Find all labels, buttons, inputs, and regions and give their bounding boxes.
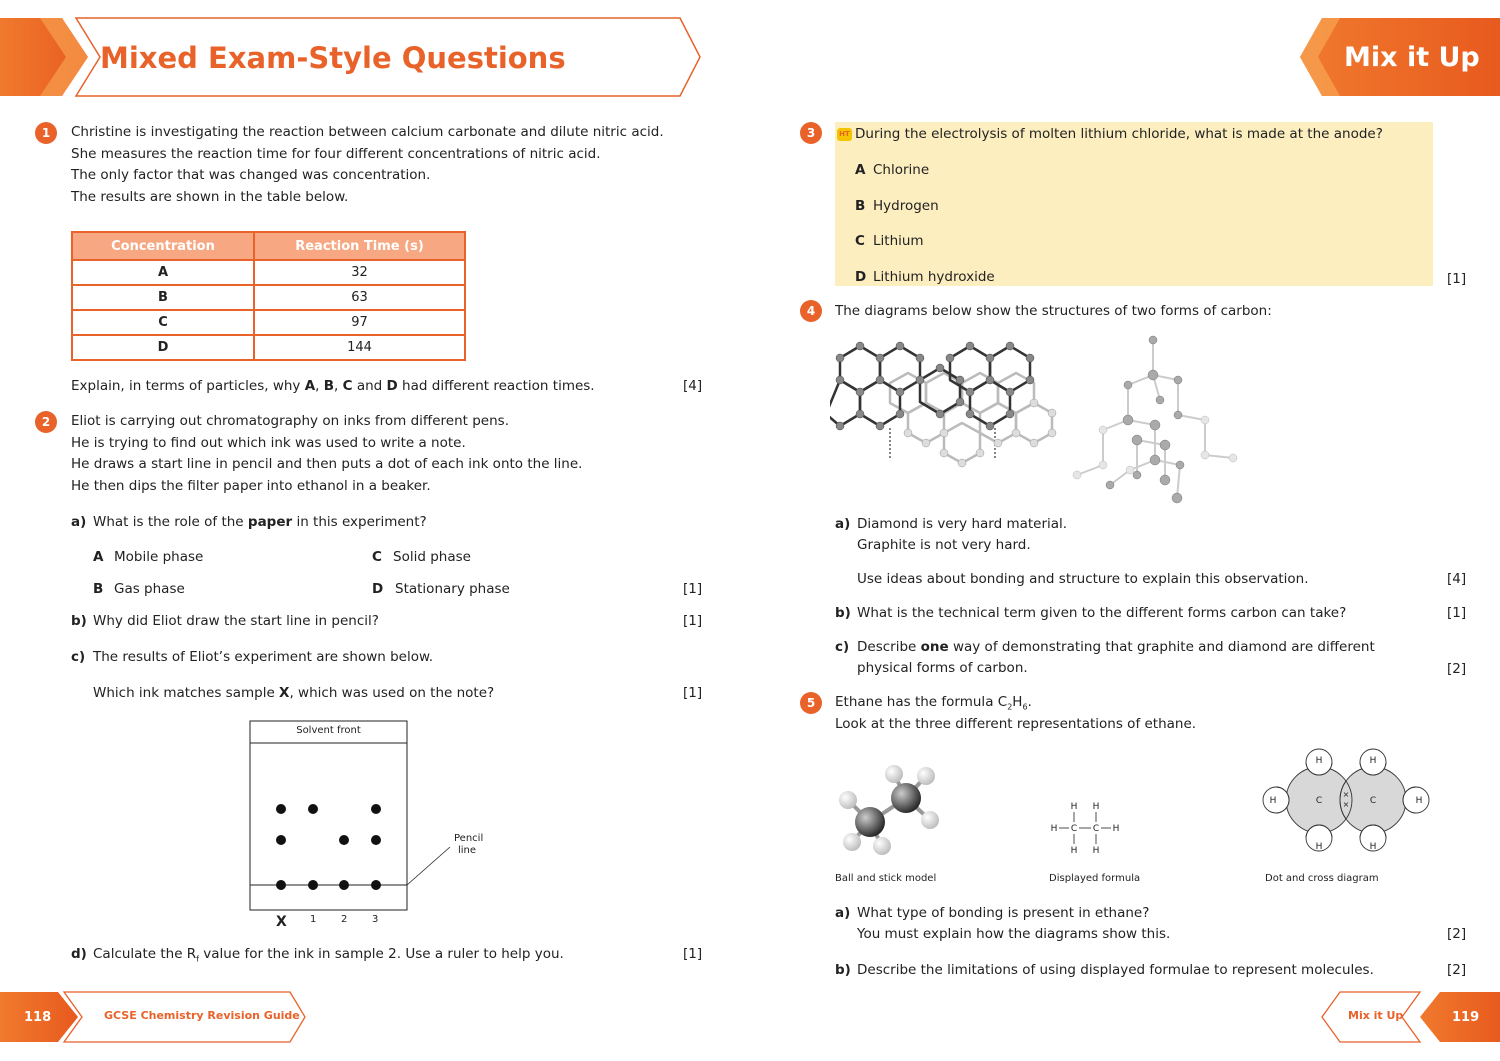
svg-text:H: H: [1315, 842, 1323, 852]
table-cell: 97: [254, 310, 465, 335]
pencil-line-label-1: Pencil: [454, 833, 484, 844]
option-letter: B: [93, 581, 104, 597]
sample-x-label: X: [276, 914, 287, 930]
table-cell: 144: [254, 335, 465, 360]
q4a-line-2: Graphite is not very hard.: [857, 537, 1031, 553]
q4b-text: What is the technical term given to the different forms carbon can take?: [857, 605, 1347, 621]
svg-text:H: H: [1369, 842, 1377, 852]
option-text: Chlorine: [873, 162, 930, 178]
table-row: [72, 335, 465, 360]
diamond-structure-diagram: [1065, 330, 1245, 510]
q2c-text: The results of Eliot’s experiment are shown below.: [93, 649, 434, 665]
svg-text:H: H: [1269, 796, 1277, 806]
table-header-reaction-time: Reaction Time (s): [254, 232, 465, 260]
option-text: Hydrogen: [873, 198, 939, 214]
q2-line-4: He then dips the filter paper into ethanol in a beaker.: [71, 478, 431, 494]
q5a-line-1: What type of bonding is present in ethane?: [857, 905, 1150, 921]
ball-and-stick-model: [832, 760, 952, 860]
svg-text:H: H: [1415, 796, 1423, 806]
q5a-marks: [2]: [1447, 926, 1467, 942]
q1-marks: [4]: [683, 378, 703, 394]
table-row: [72, 285, 465, 310]
q4a-line-1: Diamond is very hard material.: [857, 516, 1068, 532]
sample-1-label: 1: [310, 914, 317, 925]
table-cell: 32: [254, 260, 465, 285]
q1-explain: Explain, in terms of particles, why A, B, C and D had different reaction times.: [71, 378, 595, 394]
option-letter: B: [855, 198, 866, 214]
q2b-label: b): [71, 613, 87, 629]
q5a-label: a): [835, 905, 851, 921]
q2a-label: a): [71, 514, 87, 530]
q4b-marks: [1]: [1447, 605, 1467, 621]
q2-line-2: He is trying to find out which ink was used to write a note.: [71, 435, 466, 451]
displayed-formula: [1040, 795, 1130, 860]
q1-line-2: She measures the reaction time for four different concentrations of nitric acid.: [71, 146, 601, 162]
svg-text:C: C: [1092, 824, 1100, 834]
option-text: Stationary phase: [395, 581, 510, 597]
q1-line-1: Christine is investigating the reaction between calcium carbonate and dilute nitric acid.: [71, 124, 664, 140]
dot-and-cross-diagram: [1260, 745, 1435, 857]
section-title: Mix it Up: [1344, 42, 1480, 73]
book-title: GCSE Chemistry Revision Guide: [104, 1009, 300, 1022]
caption-dot-and-cross: Dot and cross diagram: [1265, 873, 1379, 884]
table-cell: C: [72, 310, 254, 335]
q2d-label: d): [71, 946, 87, 962]
q2d-marks: [1]: [683, 946, 703, 962]
table-cell: B: [72, 285, 254, 310]
table-row: [72, 310, 465, 335]
q2a-marks: [1]: [683, 581, 703, 597]
q4c-marks: [2]: [1447, 661, 1467, 677]
q2-line-1: Eliot is carrying out chromatography on inks from different pens.: [71, 413, 509, 429]
option-letter: C: [855, 233, 865, 249]
pencil-line-label-2: line: [458, 845, 477, 856]
q3-marks: [1]: [1447, 271, 1467, 287]
q4c-label: c): [835, 639, 850, 655]
table-header-concentration: Concentration: [72, 232, 254, 260]
footer-section: Mix it Up: [1348, 1009, 1404, 1022]
option-letter: D: [855, 269, 867, 285]
svg-text:C: C: [1070, 824, 1078, 834]
sample-2-label: 2: [341, 914, 348, 925]
q4a-marks: [4]: [1447, 571, 1467, 587]
svg-text:H: H: [1092, 846, 1100, 856]
sample-3-label: 3: [372, 914, 379, 925]
left-page-number: 118: [24, 1010, 52, 1025]
q2c-question: Which ink matches sample X, which was used on the note?: [93, 685, 495, 701]
svg-text:H: H: [1369, 756, 1377, 766]
table-cell: D: [72, 335, 254, 360]
q2c-label: c): [71, 649, 86, 665]
option-letter: C: [372, 549, 382, 565]
table-row: [72, 260, 465, 285]
svg-text:H: H: [1315, 756, 1323, 766]
higher-tier-badge: HT: [837, 128, 852, 141]
svg-text:H: H: [1070, 802, 1078, 812]
svg-text:H: H: [1092, 802, 1100, 812]
option-letter: A: [93, 549, 104, 565]
table-cell: A: [72, 260, 254, 285]
q2b-marks: [1]: [683, 613, 703, 629]
option-letter: A: [855, 162, 866, 178]
q5-formula-line: Ethane has the formula $C_2H_6$.: [835, 694, 1032, 712]
q3-text: During the electrolysis of molten lithium chloride, what is made at the anode?: [855, 126, 1383, 142]
q1-line-3: The only factor that was changed was concentration.: [71, 167, 431, 183]
results-table: [71, 231, 466, 361]
q4a-label: a): [835, 516, 851, 532]
table-cell: 63: [254, 285, 465, 310]
q5b-label: b): [835, 962, 851, 978]
q4a-use: Use ideas about bonding and structure to explain this observation.: [857, 571, 1309, 587]
caption-displayed-formula: Displayed formula: [1049, 873, 1141, 884]
svg-text:C: C: [1315, 796, 1323, 806]
q4-text: The diagrams below show the structures of two forms of carbon:: [835, 303, 1272, 319]
question-3-number: 3: [800, 122, 822, 144]
solvent-front-label: Solvent front: [296, 725, 361, 736]
caption-ball-and-stick: Ball and stick model: [835, 873, 937, 884]
svg-text:H: H: [1112, 824, 1120, 834]
svg-text:C: C: [1369, 796, 1377, 806]
q4c-line-2: physical forms of carbon.: [857, 660, 1028, 676]
q4b-label: b): [835, 605, 851, 621]
option-text: Solid phase: [393, 549, 471, 565]
q2c-marks: [1]: [683, 685, 703, 701]
q5b-text: Describe the limitations of using displayed formulae to represent molecules.: [857, 962, 1374, 978]
question-4-number: 4: [800, 300, 822, 322]
q2a-text: What is the role of the paper in this experiment?: [93, 514, 427, 530]
page-title: Mixed Exam-Style Questions: [100, 41, 566, 75]
svg-text:H: H: [1070, 846, 1078, 856]
option-text: Mobile phase: [114, 549, 204, 565]
q2b-text: Why did Eliot draw the start line in pencil?: [93, 613, 379, 629]
chromatogram: [240, 715, 500, 935]
q4c-line-1: Describe one way of demonstrating that graphite and diamond are different: [857, 639, 1375, 655]
option-text: Lithium hydroxide: [873, 269, 995, 285]
q5a-line-2: You must explain how the diagrams show this.: [857, 926, 1171, 942]
svg-text:×: ×: [1342, 790, 1350, 799]
q5b-marks: [2]: [1447, 962, 1467, 978]
option-text: Gas phase: [114, 581, 185, 597]
question-5-number: 5: [800, 692, 822, 714]
graphite-structure-diagram: [830, 328, 1060, 468]
svg-text:×: ×: [1342, 800, 1350, 809]
q2-line-3: He draws a start line in pencil and then puts a dot of each ink onto the line.: [71, 456, 583, 472]
option-letter: D: [372, 581, 384, 597]
question-1-number: 1: [35, 122, 57, 144]
q2d-text: Calculate the $R_f$ value for the ink in sample 2. Use a ruler to help you.: [93, 946, 564, 964]
q5-line-2: Look at the three different representations of ethane.: [835, 716, 1197, 732]
question-2-number: 2: [35, 411, 57, 433]
svg-text:H: H: [1050, 824, 1058, 834]
option-text: Lithium: [873, 233, 924, 249]
q1-line-4: The results are shown in the table below.: [71, 189, 349, 205]
right-page-number: 119: [1452, 1010, 1480, 1025]
